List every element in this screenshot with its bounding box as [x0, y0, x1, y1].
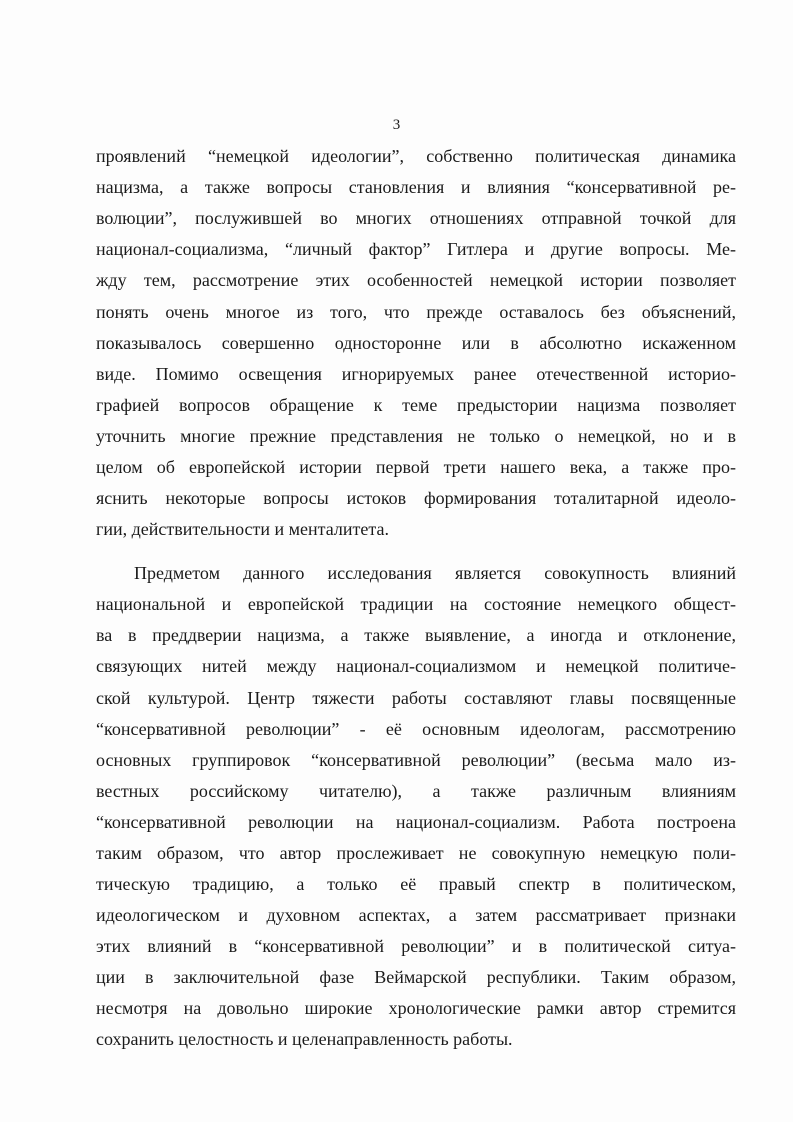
- text-line: ской культурой. Центр тяжести работы составляют главы посвященные: [96, 688, 736, 708]
- text-line: показывалось совершенно односторонне или в абсолютно искаженном: [96, 333, 736, 353]
- text-line: “консервативной революции на национал-социализм. Работа построена: [96, 812, 736, 832]
- text-line: графией вопросов обращение к теме предыстории нацизма позволяет: [96, 395, 736, 415]
- text-line: ва в преддверии нацизма, а также выявление, а иногда и отклонение,: [96, 625, 736, 645]
- text-line: национал-социализма, “личный фактор” Гитлера и другие вопросы. Ме-: [96, 239, 736, 259]
- text-line: гии, действительности и менталитета.: [96, 519, 389, 539]
- text-line: национальной и европейской традиции на состояние немецкого общест-: [96, 594, 736, 614]
- text-line: идеологическом и духовном аспектах, а затем рассматривает признаки: [96, 905, 736, 925]
- text-line: виде. Помимо освещения игнорируемых ранее отечественной историо-: [96, 364, 736, 384]
- text-line: яснить некоторые вопросы истоков формирования тоталитарной идеоло-: [96, 488, 736, 508]
- text-line: Предметом данного исследования является совокупность влияний: [134, 563, 736, 583]
- text-line: “консервативной революции” - её основным идеологам, рассмотрению: [96, 719, 736, 739]
- text-line: уточнить многие прежние представления не только о немецкой, но и в: [96, 426, 736, 446]
- text-line: основных группировок “консервативной революции” (весьма мало из-: [96, 750, 736, 770]
- text-line: нацизма, а также вопросы становления и влияния “консервативной ре-: [96, 177, 736, 197]
- text-line: связующих нитей между национал-социализмом и немецкой политиче-: [96, 656, 736, 676]
- text-line: понять очень многое из того, что прежде оставалось без объяснений,: [96, 302, 736, 322]
- text-line: жду тем, рассмотрение этих особенностей немецкой истории позволяет: [96, 270, 736, 290]
- text-line: вестных российскому читателю), а также различным влияниям: [96, 781, 736, 801]
- text-line: несмотря на довольно широкие хронологические рамки автор стремится: [96, 998, 736, 1018]
- text-line: сохранить целостность и целенаправленность работы.: [96, 1029, 513, 1049]
- text-line: ции в заключительной фазе Веймарской республики. Таким образом,: [96, 967, 736, 987]
- text-line: тическую традицию, а только её правый спектр в политическом,: [96, 874, 736, 894]
- text-line: волюции”, послужившей во многих отношениях отправной точкой для: [96, 208, 736, 228]
- page-number: 3: [392, 117, 401, 133]
- text-line: этих влияний в “консервативной революции” и в политической ситуа-: [96, 936, 736, 956]
- text-line: целом об европейской истории первой трети нашего века, а также про-: [96, 457, 736, 477]
- text-line: проявлений “немецкой идеологии”, собственно политическая динамика: [96, 146, 736, 166]
- text-line: таким образом, что автор прослеживает не совокупную немецкую поли-: [96, 843, 736, 863]
